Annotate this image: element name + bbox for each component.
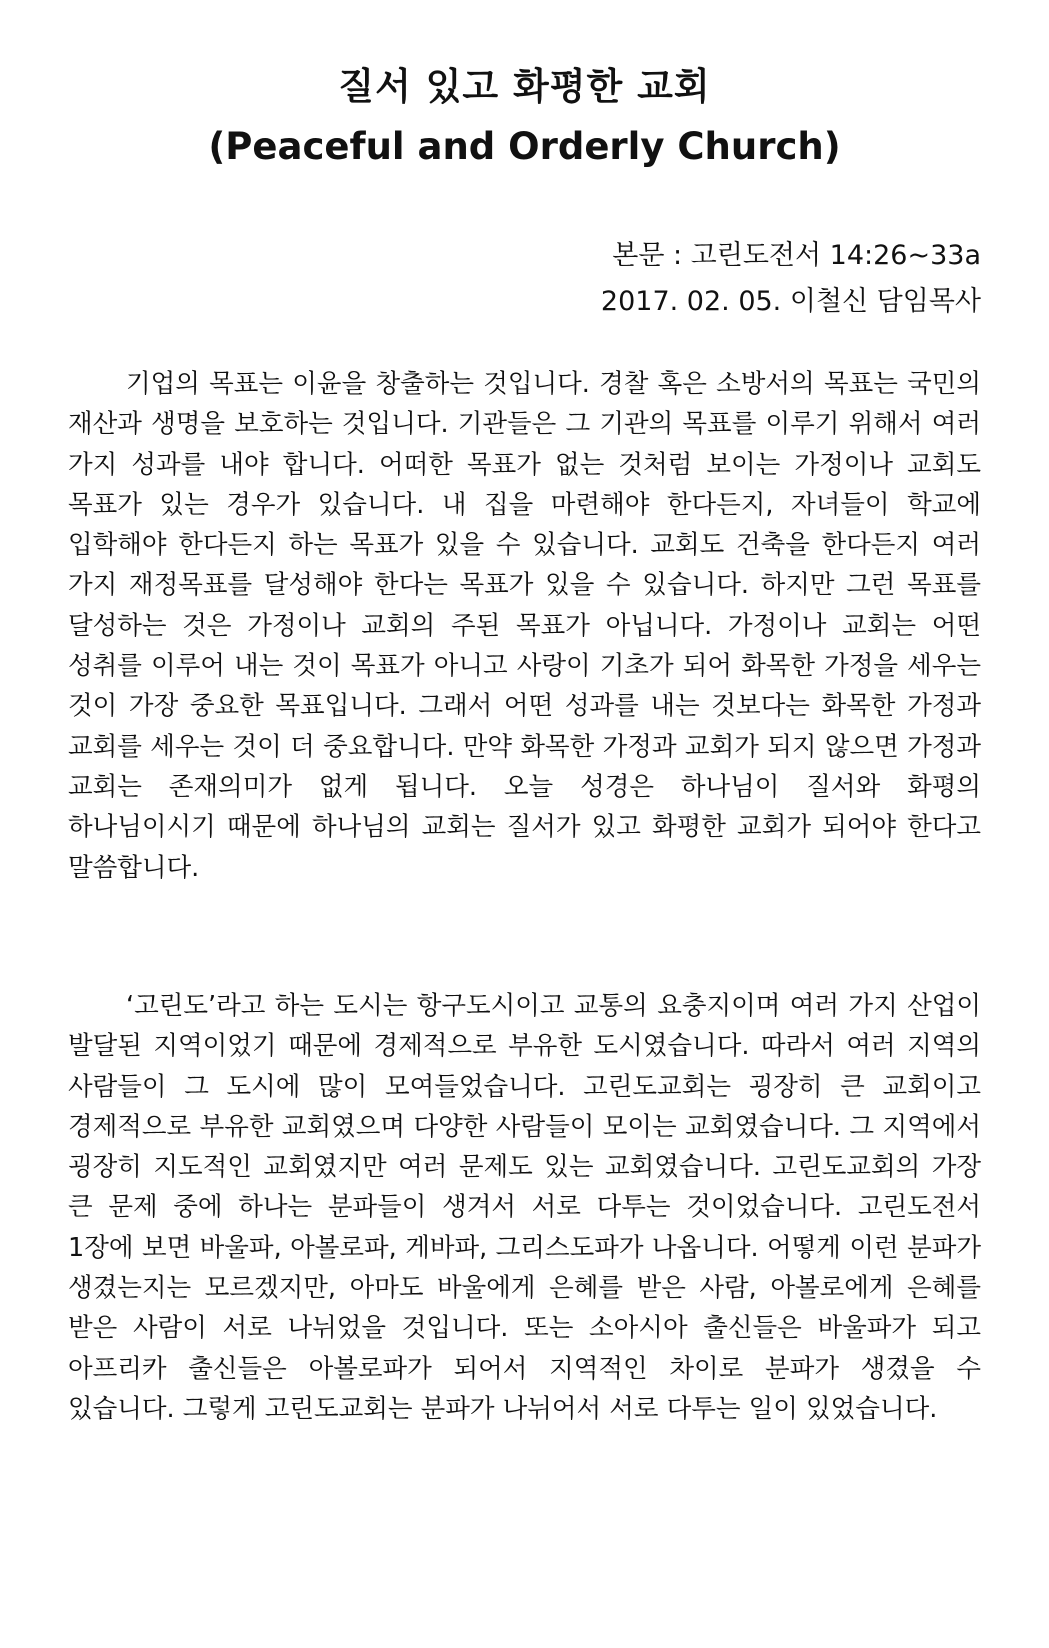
body-paragraph-2: ‘고린도’라고 하는 도시는 항구도시이고 교통의 요충지이며 여러 가지 산업이 발달된 지역이었기 때문에 경제적으로 부유한 도시였습니다. 따라서 여러 지역의 사람들이 그 도시에 많이 모여들었습니다. 고린도교회는 굉장히 큰 교회이고 경제적으로 부유한 교회였으며 다양한 사람들이 모이는 교회였습니다. 그 지역에서 굉장히 지도적인 교회였지만 여러 문제도 있는 교회였습니다. 고린도교회의 가장 큰 문제 중에 하나는 분파들이 생겨서 서로 다투는 것이었습니다. 고린도전서 1장에 보면 바울파, 아볼로파, 게바파, 그리스도파가 나옵니다. 어떻게 이런 분파가 생겼는지는 모르겠지만, 아마도 바울에게 은혜를 받은 사람, 아볼로에게 은혜를 받은 사람이 서로 나뉘었을 것입니다. 또는 소아시아 출신들은 바울파가 되고 아프리카 출신들은 아볼로파가 되어서 지역적인 차이로 분파가 생겼을 수 있습니다. 그렇게 고린도교회는 분파가 나뉘어서 서로 다투는 일이 있었습니다. <box>68 991 981 1424</box>
sermon-page <box>68 0 981 1648</box>
body-paragraph-1: 기업의 목표는 이윤을 창출하는 것입니다. 경찰 혹은 소방서의 목표는 국민의 재산과 생명을 보호하는 것입니다. 기관들은 그 기관의 목표를 이루기 위해서 여러 가지 성과를 내야 합니다. 어떠한 목표가 없는 것처럼 보이는 가정이나 교회도 목표가 있는 경우가 있습니다. 내 집을 마련해야 한다든지, 자녀들이 학교에 입학해야 한다든지 하는 목표가 있을 수 있습니다. 교회도 건축을 한다든지 여러 가지 재정목표를 달성해야 한다는 목표가 있을 수 있습니다. 하지만 그런 목표를 달성하는 것은 가정이나 교회의 주된 목표가 아닙니다. 가정이나 교회는 어떤 성취를 이루어 내는 것이 목표가 아니고 사랑이 기초가 되어 화목한 가정을 세우는 것이 가장 중요한 목표입니다. 그래서 어떤 성과를 내는 것보다는 화목한 가정과 교회를 세우는 것이 더 중요합니다. 만약 화목한 가정과 교회가 되지 않으면 가정과 교회는 존재의미가 없게 됩니다. 오늘 성경은 하나님이 질서와 화평의 하나님이시기 때문에 하나님의 교회는 질서가 있고 화평한 교회가 되어야 한다고 말씀합니다. <box>68 369 981 883</box>
sermon-title-korean: 질서 있고 화평한 교회 <box>338 65 711 108</box>
sermon-title-english: (Peaceful and Orderly Church) <box>208 125 841 168</box>
date-and-pastor: 2017. 02. 05. 이철신 담임목사 <box>600 286 981 317</box>
scripture-reference: 본문 : 고린도전서 14:26~33a <box>612 240 981 271</box>
